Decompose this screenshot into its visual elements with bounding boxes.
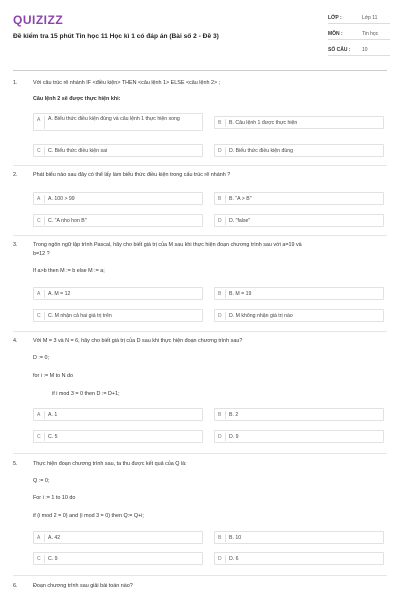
meta-row-subject bbox=[328, 28, 390, 40]
option-separator bbox=[225, 119, 226, 127]
option-separator bbox=[225, 195, 226, 203]
meta-label: MÔN : bbox=[328, 31, 343, 37]
question-number: 6. bbox=[13, 583, 18, 589]
option-text: C. "A nho hon B" bbox=[48, 218, 87, 224]
option-letter: A bbox=[37, 291, 41, 297]
question-divider bbox=[13, 575, 387, 576]
option-a[interactable] bbox=[33, 408, 203, 421]
option-separator bbox=[225, 433, 226, 441]
option-letter: A bbox=[37, 412, 41, 418]
option-text: D. "false" bbox=[229, 218, 251, 224]
option-separator bbox=[44, 534, 45, 542]
option-separator bbox=[225, 217, 226, 225]
option-separator bbox=[44, 433, 45, 441]
meta-value: Lớp 11 bbox=[362, 15, 378, 21]
option-separator bbox=[225, 147, 226, 155]
option-a[interactable] bbox=[33, 113, 203, 131]
option-text: C. 5 bbox=[48, 434, 58, 440]
option-separator bbox=[44, 555, 45, 563]
option-separator bbox=[44, 312, 45, 320]
header-divider bbox=[13, 70, 387, 71]
question-code: If a>b then M := b else M := a; bbox=[33, 268, 105, 274]
option-letter: C bbox=[37, 313, 41, 319]
option-letter: D bbox=[218, 313, 222, 319]
meta-value: 10 bbox=[362, 47, 368, 53]
option-letter: B bbox=[218, 196, 222, 202]
option-d[interactable] bbox=[214, 309, 384, 322]
option-b[interactable] bbox=[214, 408, 384, 421]
question-code: if (i mod 2 = 0) and (i mod 3 = 0) then Q:= Q+i; bbox=[33, 513, 144, 519]
option-letter: D bbox=[218, 434, 222, 440]
option-text: A. 100 > 99 bbox=[48, 196, 75, 202]
header bbox=[0, 0, 400, 72]
question-number: 5. bbox=[13, 461, 18, 467]
option-letter: D bbox=[218, 148, 222, 154]
question-code: for i := M to N do bbox=[33, 373, 73, 379]
option-letter: A bbox=[37, 535, 41, 541]
question-code: Q := 0; bbox=[33, 478, 50, 484]
option-text: B. "A > B" bbox=[229, 196, 252, 202]
option-separator bbox=[44, 217, 45, 225]
option-text: B. 2 bbox=[229, 412, 239, 418]
option-b[interactable] bbox=[214, 116, 384, 129]
question-text: Trong ngôn ngữ lập trình Pascal, hãy cho biết giá trị của M sau khi thực hiện đoạn chương trình sau với a=19 và bbox=[33, 242, 302, 248]
option-text: C. Biểu thức điều kiện sai bbox=[48, 148, 108, 154]
meta-line bbox=[328, 39, 390, 40]
option-text: D. M không nhận giá trị nào bbox=[229, 313, 293, 319]
option-text: A. 1 bbox=[48, 412, 58, 418]
option-separator bbox=[44, 411, 45, 419]
question-text: Đoạn chương trình sau giải bài toán nào? bbox=[33, 583, 133, 589]
question-text: Thực hiện đoạn chương trình sau, ta thu được kết quả của Q là: bbox=[33, 461, 187, 467]
option-d[interactable] bbox=[214, 144, 384, 157]
meta-value: Tin học bbox=[362, 31, 379, 37]
option-text: A. Biểu thức điều kiện đúng và câu lệnh 1 thực hiện xong bbox=[48, 116, 180, 122]
option-c[interactable] bbox=[33, 552, 203, 565]
option-letter: B bbox=[218, 120, 222, 126]
option-letter: B bbox=[218, 535, 222, 541]
meta-line bbox=[328, 23, 390, 24]
option-d[interactable] bbox=[214, 430, 384, 443]
question-number: 2. bbox=[13, 172, 18, 178]
option-c[interactable] bbox=[33, 309, 203, 322]
question-divider bbox=[13, 235, 387, 236]
question-number: 4. bbox=[13, 338, 18, 344]
option-text: B. M = 19 bbox=[229, 291, 252, 297]
question-text: Câu lệnh 2 sẽ được thực hiện khi: bbox=[33, 96, 121, 102]
option-separator bbox=[225, 312, 226, 320]
option-letter: A bbox=[37, 196, 41, 202]
option-text: A. 42 bbox=[48, 535, 61, 541]
option-b[interactable] bbox=[214, 531, 384, 544]
question-code: D := 0; bbox=[33, 355, 50, 361]
option-separator bbox=[44, 195, 45, 203]
question-divider bbox=[13, 165, 387, 166]
option-letter: C bbox=[37, 218, 41, 224]
option-a[interactable] bbox=[33, 287, 203, 300]
option-d[interactable] bbox=[214, 214, 384, 227]
option-letter: B bbox=[218, 291, 222, 297]
meta-line bbox=[328, 55, 390, 56]
option-text: A. M = 12 bbox=[48, 291, 71, 297]
page-title: Đề kiểm tra 15 phút Tin học 11 Học kì 1 có đáp án (Bài số 2 - Đề 3) bbox=[13, 33, 219, 40]
option-text: D. Biểu thức điều kiện đúng bbox=[229, 148, 294, 154]
question-number: 3. bbox=[13, 242, 18, 248]
question-code: if i mod 3 = 0 then D := D+1; bbox=[52, 391, 120, 397]
option-c[interactable] bbox=[33, 214, 203, 227]
option-separator bbox=[44, 147, 45, 155]
option-separator bbox=[225, 555, 226, 563]
option-separator bbox=[225, 411, 226, 419]
option-letter: C bbox=[37, 148, 41, 154]
option-letter: C bbox=[37, 556, 41, 562]
option-separator bbox=[225, 290, 226, 298]
option-separator bbox=[225, 534, 226, 542]
option-letter: C bbox=[37, 434, 41, 440]
meta-row-class bbox=[328, 12, 390, 24]
question-text: Phát biểu nào sau đây có thể lấy làm biểu thức điều kiện trong cấu trúc rẽ nhánh ? bbox=[33, 172, 231, 178]
meta-label: LỚP : bbox=[328, 15, 342, 21]
option-d[interactable] bbox=[214, 552, 384, 565]
option-letter: D bbox=[218, 556, 222, 562]
option-text: B. 10 bbox=[229, 535, 242, 541]
option-b[interactable] bbox=[214, 192, 384, 205]
option-text: C. M nhận cả hai giá trị trên bbox=[48, 313, 112, 319]
question-divider bbox=[13, 453, 387, 454]
option-a[interactable] bbox=[33, 531, 203, 544]
option-letter: D bbox=[218, 218, 222, 224]
option-a[interactable] bbox=[33, 192, 203, 205]
option-c[interactable] bbox=[33, 430, 203, 443]
option-text: B. Câu lệnh 1 được thực hiện bbox=[229, 120, 298, 126]
option-b[interactable] bbox=[214, 287, 384, 300]
option-letter: A bbox=[37, 117, 41, 123]
question-text: Với M = 3 và N = 6, hãy cho biết giá trị của D sau khi thực hiện đoạn chương trình sau? bbox=[33, 338, 243, 344]
option-separator bbox=[44, 116, 45, 129]
question-divider bbox=[13, 331, 387, 332]
quizizz-logo: QUIZIZZ bbox=[13, 13, 64, 27]
question-code: For i := 1 to 10 do bbox=[33, 495, 76, 501]
option-c[interactable] bbox=[33, 144, 203, 157]
question-text: Với câu trúc rẽ nhánh IF <điều kiện> THEN <câu lệnh 1> ELSE <câu lệnh 2> ; bbox=[33, 80, 221, 86]
option-letter: B bbox=[218, 412, 222, 418]
question-text: b=12 ? bbox=[33, 251, 50, 257]
option-text: C. 9 bbox=[48, 556, 58, 562]
meta-row-count bbox=[328, 44, 390, 56]
meta-label: SỐ CÂU : bbox=[328, 47, 351, 53]
option-separator bbox=[44, 290, 45, 298]
option-text: D. 6 bbox=[229, 556, 239, 562]
option-text: D. 9 bbox=[229, 434, 239, 440]
question-number: 1. bbox=[13, 80, 18, 86]
